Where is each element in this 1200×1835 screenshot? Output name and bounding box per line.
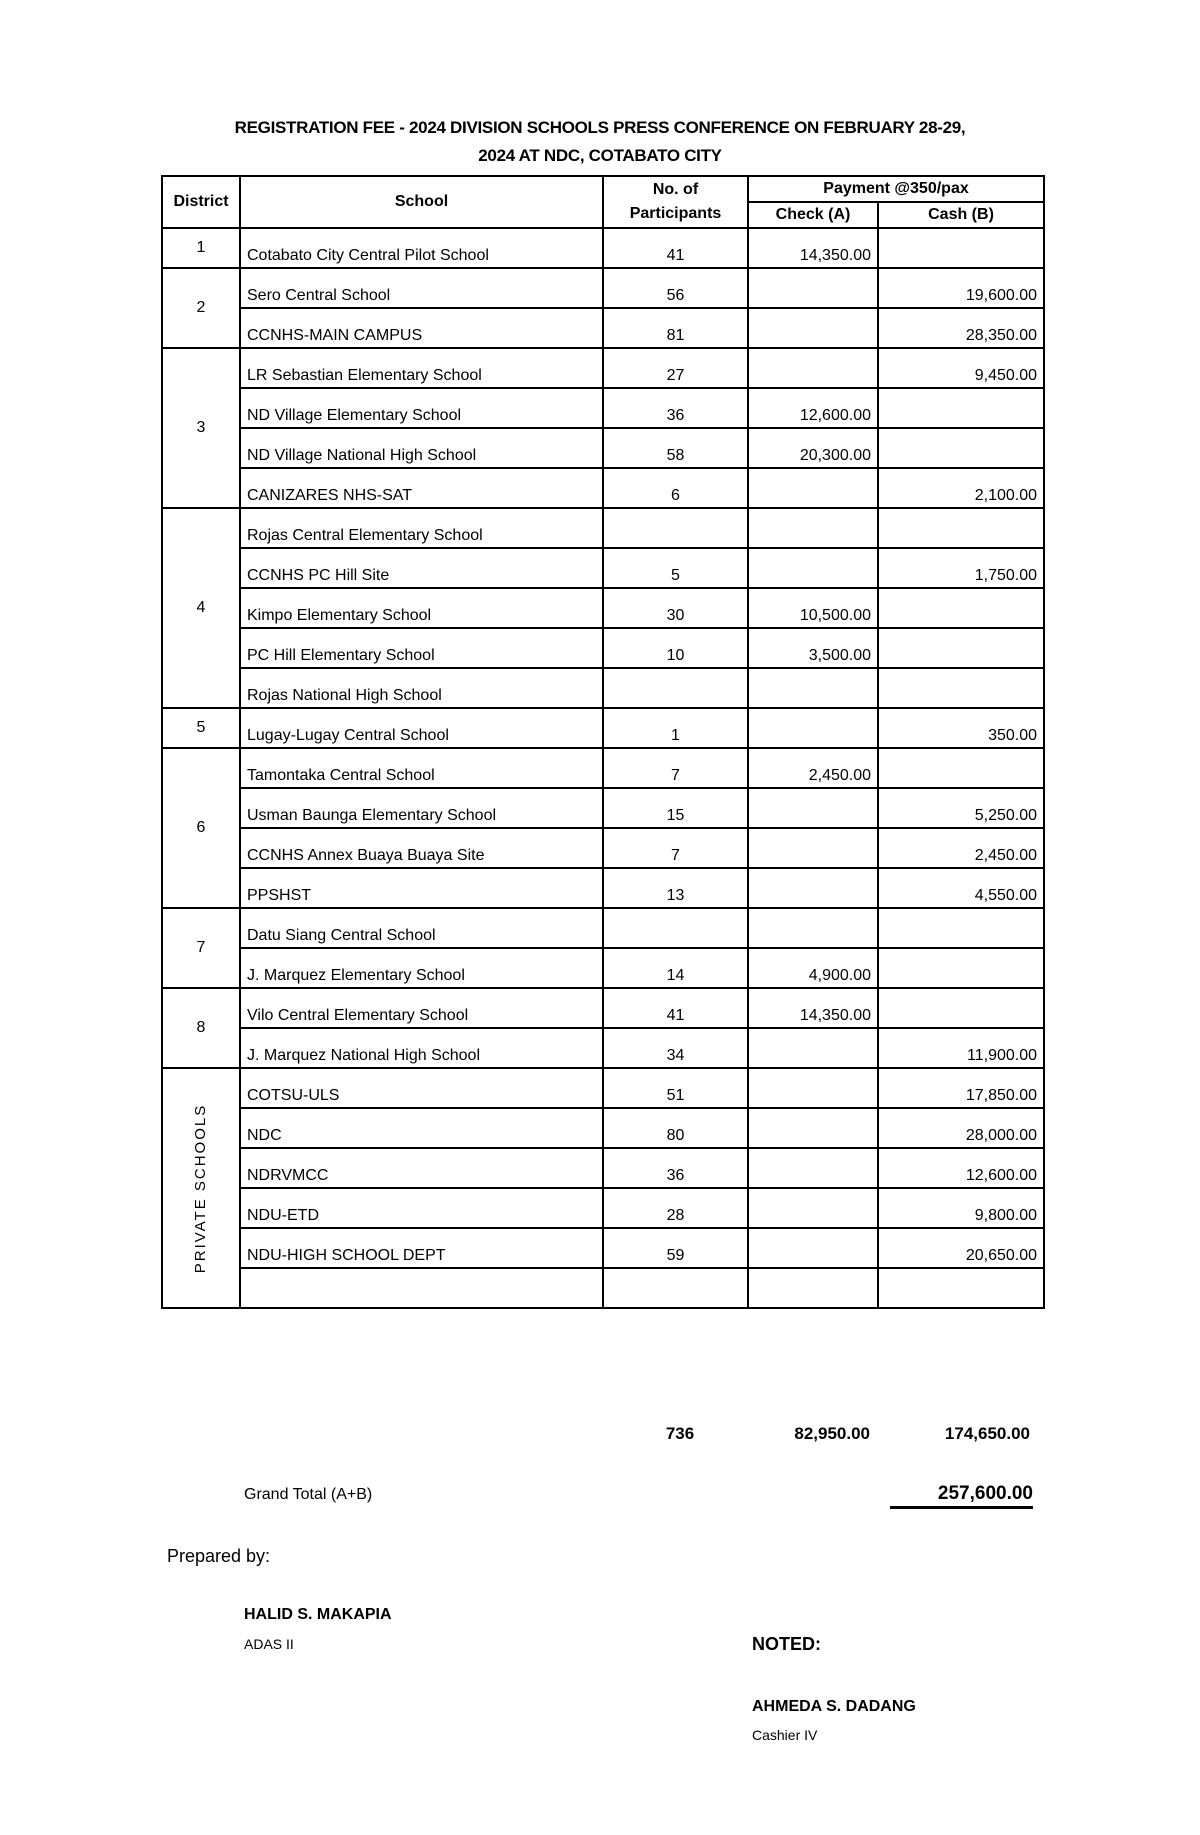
check-cell	[748, 1148, 878, 1188]
check-cell: 12,600.00	[748, 388, 878, 428]
preparer-name: HALID S. MAKAPIA	[244, 1606, 392, 1623]
participants-cell: 36	[603, 388, 748, 428]
table-row	[162, 628, 1044, 668]
table-row	[162, 828, 1044, 868]
cash-cell: 9,800.00	[878, 1188, 1044, 1228]
school-cell: CANIZARES NHS-SAT	[240, 468, 603, 508]
participants-cell: 1	[603, 708, 748, 748]
cash-cell	[878, 628, 1044, 668]
school-cell: PC Hill Elementary School	[240, 628, 603, 668]
check-cell	[748, 1028, 878, 1068]
table-row	[162, 348, 1044, 388]
district-cell: 1	[162, 228, 240, 268]
table-row	[162, 428, 1044, 468]
check-cell: 10,500.00	[748, 588, 878, 628]
header-district: District	[162, 176, 240, 228]
check-cell	[748, 1108, 878, 1148]
school-cell: Tamontaka Central School	[240, 748, 603, 788]
cash-cell	[878, 1268, 1044, 1308]
grand-total-value: 257,600.00	[890, 1483, 1033, 1509]
cash-cell: 19,600.00	[878, 268, 1044, 308]
participants-cell	[603, 668, 748, 708]
check-cell	[748, 1188, 878, 1228]
participants-cell: 34	[603, 1028, 748, 1068]
cash-cell	[878, 948, 1044, 988]
cash-cell	[878, 988, 1044, 1028]
participants-cell: 58	[603, 428, 748, 468]
school-cell: NDRVMCC	[240, 1148, 603, 1188]
check-cell	[748, 1068, 878, 1108]
check-cell	[748, 788, 878, 828]
school-cell: Lugay-Lugay Central School	[240, 708, 603, 748]
school-cell: NDC	[240, 1108, 603, 1148]
participants-cell: 51	[603, 1068, 748, 1108]
check-cell	[748, 268, 878, 308]
table-row	[162, 548, 1044, 588]
participants-cell: 10	[603, 628, 748, 668]
table-row	[162, 1188, 1044, 1228]
check-cell	[748, 1268, 878, 1308]
table-row	[162, 1108, 1044, 1148]
registration-fee-table	[161, 175, 1045, 1309]
participants-cell: 59	[603, 1228, 748, 1268]
cash-cell: 17,850.00	[878, 1068, 1044, 1108]
check-cell	[748, 668, 878, 708]
district-cell: 2	[162, 268, 240, 348]
table-row	[162, 1068, 1044, 1108]
school-cell: CCNHS PC Hill Site	[240, 548, 603, 588]
header-cash: Cash (B)	[878, 202, 1044, 228]
participants-cell: 80	[603, 1108, 748, 1148]
table-row	[162, 948, 1044, 988]
header-check: Check (A)	[748, 202, 878, 228]
check-cell: 3,500.00	[748, 628, 878, 668]
school-cell: LR Sebastian Elementary School	[240, 348, 603, 388]
school-cell: CCNHS-MAIN CAMPUS	[240, 308, 603, 348]
check-cell	[748, 468, 878, 508]
table-row	[162, 748, 1044, 788]
check-cell: 20,300.00	[748, 428, 878, 468]
school-cell: J. Marquez National High School	[240, 1028, 603, 1068]
grand-total-label: Grand Total (A+B)	[244, 1486, 373, 1503]
participants-cell	[603, 1268, 748, 1308]
district-cell: 4	[162, 508, 240, 708]
table-row	[162, 1268, 1044, 1308]
cash-cell: 11,900.00	[878, 1028, 1044, 1068]
table-row	[162, 468, 1044, 508]
prepared-by-label: Prepared by:	[167, 1546, 271, 1566]
check-cell	[748, 308, 878, 348]
cash-cell: 28,000.00	[878, 1108, 1044, 1148]
document-title-line1: REGISTRATION FEE - 2024 DIVISION SCHOOLS PRESS CONFERENCE ON FEBRUARY 28-29,	[234, 118, 966, 137]
cash-cell: 1,750.00	[878, 548, 1044, 588]
check-cell	[748, 1228, 878, 1268]
check-cell: 2,450.00	[748, 748, 878, 788]
table-row	[162, 788, 1044, 828]
preparer-position: ADAS II	[244, 1636, 294, 1652]
header-payment: Payment @350/pax	[748, 176, 1044, 202]
table-row	[162, 988, 1044, 1028]
participants-cell: 15	[603, 788, 748, 828]
participants-cell: 13	[603, 868, 748, 908]
check-cell: 14,350.00	[748, 228, 878, 268]
district-cell: 5	[162, 708, 240, 748]
table-row	[162, 268, 1044, 308]
participants-cell	[603, 508, 748, 548]
cash-cell	[878, 588, 1044, 628]
district-cell: 6	[162, 748, 240, 908]
school-cell: PPSHST	[240, 868, 603, 908]
participants-cell: 5	[603, 548, 748, 588]
school-cell: J. Marquez Elementary School	[240, 948, 603, 988]
district-label: PRIVATE SCHOOLS	[192, 1103, 210, 1273]
school-cell: Kimpo Elementary School	[240, 588, 603, 628]
participants-cell: 41	[603, 228, 748, 268]
total-check: 82,950.00	[794, 1424, 870, 1443]
check-cell: 14,350.00	[748, 988, 878, 1028]
header-participants: No. of Participants	[603, 176, 748, 228]
participants-cell: 7	[603, 828, 748, 868]
cash-cell	[878, 668, 1044, 708]
district-cell	[162, 1068, 240, 1308]
cash-cell: 2,450.00	[878, 828, 1044, 868]
check-cell	[748, 908, 878, 948]
table-row	[162, 1148, 1044, 1188]
school-cell: ND Village Elementary School	[240, 388, 603, 428]
cash-cell: 350.00	[878, 708, 1044, 748]
check-cell	[748, 348, 878, 388]
check-cell	[748, 508, 878, 548]
table-row	[162, 228, 1044, 268]
participants-cell	[603, 908, 748, 948]
document-title-line2: 2024 AT NDC, COTABATO CITY	[478, 146, 722, 165]
school-cell	[240, 1268, 603, 1308]
cash-cell	[878, 748, 1044, 788]
school-cell: Vilo Central Elementary School	[240, 988, 603, 1028]
participants-cell: 27	[603, 348, 748, 388]
school-cell: ND Village National High School	[240, 428, 603, 468]
table-row	[162, 308, 1044, 348]
table-row	[162, 508, 1044, 548]
table-body	[162, 228, 1044, 1308]
cash-cell	[878, 228, 1044, 268]
cash-cell	[878, 428, 1044, 468]
participants-cell: 30	[603, 588, 748, 628]
noter-position: Cashier IV	[752, 1727, 818, 1743]
table-row	[162, 588, 1044, 628]
cash-cell: 12,600.00	[878, 1148, 1044, 1188]
school-cell: Rojas Central Elementary School	[240, 508, 603, 548]
check-cell	[748, 828, 878, 868]
participants-cell: 41	[603, 988, 748, 1028]
cash-cell	[878, 908, 1044, 948]
check-cell	[748, 548, 878, 588]
cash-cell: 20,650.00	[878, 1228, 1044, 1268]
participants-cell: 6	[603, 468, 748, 508]
district-cell: 8	[162, 988, 240, 1068]
header-school: School	[240, 176, 603, 228]
participants-cell: 56	[603, 268, 748, 308]
table-row	[162, 868, 1044, 908]
district-cell: 3	[162, 348, 240, 508]
check-cell	[748, 708, 878, 748]
table-row	[162, 1228, 1044, 1268]
cash-cell: 4,550.00	[878, 868, 1044, 908]
cash-cell	[878, 388, 1044, 428]
cash-cell: 9,450.00	[878, 348, 1044, 388]
check-cell	[748, 868, 878, 908]
school-cell: Sero Central School	[240, 268, 603, 308]
table-row	[162, 908, 1044, 948]
cash-cell	[878, 508, 1044, 548]
table-row	[162, 1028, 1044, 1068]
school-cell: NDU-ETD	[240, 1188, 603, 1228]
table-row	[162, 708, 1044, 748]
table-row	[162, 388, 1044, 428]
school-cell: NDU-HIGH SCHOOL DEPT	[240, 1228, 603, 1268]
school-cell: CCNHS Annex Buaya Buaya Site	[240, 828, 603, 868]
school-cell: COTSU-ULS	[240, 1068, 603, 1108]
check-cell: 4,900.00	[748, 948, 878, 988]
school-cell: Datu Siang Central School	[240, 908, 603, 948]
participants-cell: 14	[603, 948, 748, 988]
district-cell: 7	[162, 908, 240, 988]
participants-cell: 7	[603, 748, 748, 788]
cash-cell: 28,350.00	[878, 308, 1044, 348]
school-cell: Usman Baunga Elementary School	[240, 788, 603, 828]
school-cell: Cotabato City Central Pilot School	[240, 228, 603, 268]
table-row	[162, 668, 1044, 708]
total-participants: 736	[665, 1424, 695, 1443]
noted-label: NOTED:	[752, 1634, 821, 1654]
cash-cell: 2,100.00	[878, 468, 1044, 508]
noter-name: AHMEDA S. DADANG	[752, 1698, 916, 1715]
total-cash: 174,650.00	[944, 1424, 1030, 1443]
participants-cell: 81	[603, 308, 748, 348]
school-cell: Rojas National High School	[240, 668, 603, 708]
participants-cell: 36	[603, 1148, 748, 1188]
cash-cell: 5,250.00	[878, 788, 1044, 828]
participants-cell: 28	[603, 1188, 748, 1228]
